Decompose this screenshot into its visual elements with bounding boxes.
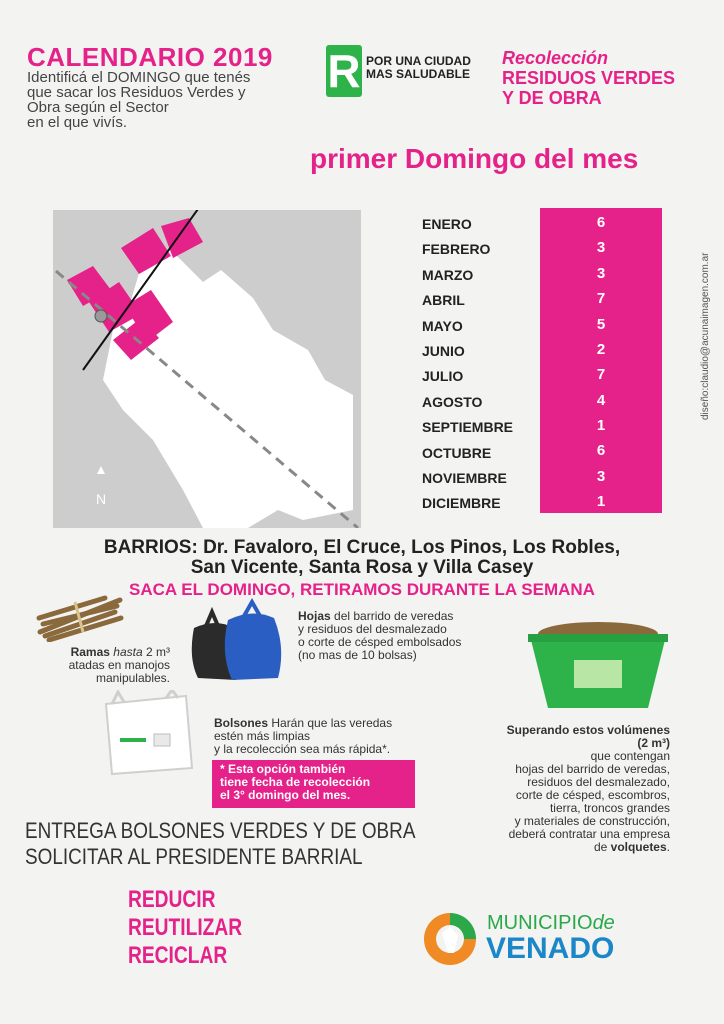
day-value: 1 (596, 493, 606, 510)
day-value: 6 (596, 442, 606, 459)
superando-line: residuos del desmalezado, (527, 775, 670, 789)
entrega-line: ENTREGA BOLSONES VERDES Y DE OBRA (25, 818, 416, 843)
north-arrow-icon (97, 466, 105, 474)
superando-line: de (593, 840, 611, 854)
month-name: JULIO (422, 368, 464, 385)
superando-description (468, 724, 670, 854)
hojas-description (298, 610, 518, 662)
design-credit: diseño:claudio@acunaimagen.com.ar (700, 252, 711, 420)
volquete-icon (528, 612, 668, 710)
header-right-line: RESIDUOS VERDES (502, 68, 676, 88)
slogan-line: REDUCIR (128, 886, 216, 913)
intro-line: Identificá el DOMINGO que tenés (27, 69, 251, 86)
superando-line: que contengan (590, 749, 670, 763)
slogan-line: RECICLAR (128, 942, 228, 969)
month-name: DICIEMBRE (422, 495, 501, 512)
superando-bold-word: volquetes (610, 840, 667, 854)
ramas-description (30, 646, 170, 685)
ramas-line: manipulables. (95, 671, 170, 685)
day-value: 6 (596, 214, 606, 231)
month-name: AGOSTO (422, 393, 483, 410)
day-value: 7 (596, 290, 606, 307)
day-value: 7 (596, 366, 606, 383)
superando-bold-line: (2 m³) (637, 736, 670, 750)
superando-line: y materiales de construcción, (514, 814, 670, 828)
intro-line: que sacar los Residuos Verdes y (27, 84, 246, 101)
month-name: OCTUBRE (422, 444, 492, 461)
barrios-list (30, 538, 694, 578)
logo-line: MAS SALUDABLE (366, 67, 470, 81)
opcion-note (212, 760, 415, 808)
header-right-line: Y DE OBRA (502, 88, 602, 108)
calendar-intro (27, 70, 297, 130)
barrios-line: San Vicente, Santa Rosa y Villa Casey (190, 557, 534, 578)
bolsones-line: Harán que las veredas (268, 716, 393, 730)
opcion-line: el 3° domingo del mes. (220, 788, 351, 802)
saca-domingo-banner: SACA EL DOMINGO, RETIRAMOS DURANTE LA SEMANA (129, 580, 595, 599)
venado-label: VENADO (486, 932, 615, 965)
municipio-logo-icon (420, 909, 482, 965)
header-right (502, 48, 675, 108)
ramas-bold: Ramas (70, 645, 110, 659)
day-value: 4 (596, 392, 606, 409)
hojas-line: y residuos del desmalezado (298, 622, 447, 636)
bolsones-description (214, 717, 444, 756)
logo-text (366, 55, 476, 81)
hojas-line: o corte de césped embolsados (298, 635, 462, 649)
superando-line: tierra, troncos grandes (549, 801, 670, 815)
three-r-slogan (128, 886, 242, 970)
superando-line: . (666, 840, 670, 854)
superando-line: deberá contratar una empresa (508, 827, 670, 841)
barrios-line: BARRIOS: Dr. Favaloro, El Cruce, Los Pinos, Los Robles, (103, 537, 621, 558)
month-name: NOVIEMBRE (422, 469, 507, 486)
month-name: ENERO (422, 216, 472, 232)
municipio-de: de (592, 912, 615, 934)
month-name: SEPTIEMBRE (422, 419, 514, 436)
opcion-line: * Esta opción también (220, 762, 346, 776)
ramas-icon (35, 592, 125, 642)
sector-area (103, 250, 353, 528)
calendar-title: CALENDARIO 2019 (27, 42, 273, 72)
entrega-notice (25, 818, 415, 870)
ciudad-saludable-logo (326, 45, 362, 97)
sector-map (53, 210, 361, 528)
opcion-line: tiene fecha de recolección (220, 775, 371, 789)
bolsones-line: y la recolección sea más rápida*. (214, 742, 391, 756)
intersection-marker (95, 310, 107, 322)
entrega-line: SOLICITAR AL PRESIDENTE BARRIAL (25, 844, 363, 869)
month-name: JUNIO (422, 342, 465, 359)
month-name: MARZO (422, 266, 474, 283)
bolsones-line: estén más limpias (214, 729, 311, 743)
month-name: FEBRERO (422, 241, 491, 258)
logo-line: POR UNA CIUDAD (366, 54, 471, 68)
ramas-italic: hasta (113, 645, 143, 659)
ramas-line: atadas en manojos (68, 658, 170, 672)
month-name: MAYO (422, 317, 463, 334)
day-value: 3 (596, 468, 606, 485)
map-graphic (53, 210, 361, 528)
day-value: 2 (596, 341, 606, 358)
intro-line: en el que vivís. (27, 114, 128, 131)
bolsones-bold: Bolsones (214, 716, 269, 730)
day-value: 5 (596, 316, 606, 333)
slogan-line: REUTILIZAR (128, 914, 243, 941)
day-value: 3 (596, 265, 606, 282)
superando-bold-line: Superando estos volúmenes (506, 723, 670, 737)
primer-domingo-heading: primer Domingo del mes (310, 143, 639, 174)
hojas-line: (no mas de 10 bolsas) (298, 648, 417, 662)
superando-line: hojas del barrido de veredas, (515, 762, 670, 776)
intro-line: Obra según el Sector (27, 99, 169, 116)
header-right-line: Recolección (502, 48, 609, 68)
day-value: 3 (596, 239, 606, 256)
hojas-line: del barrido de veredas (330, 609, 454, 623)
month-name: ABRIL (422, 292, 465, 309)
bags-icon (186, 598, 286, 684)
municipio-top: MUNICIPIO (487, 912, 593, 934)
ramas-line: 2 m³ (142, 645, 170, 659)
bolson-icon (96, 690, 196, 776)
hojas-bold: Hojas (298, 609, 331, 623)
logo-letter: R (327, 45, 361, 97)
day-value: 1 (596, 417, 606, 434)
superando-line: corte de césped, escombros, (515, 788, 670, 802)
north-label: N (95, 491, 107, 507)
